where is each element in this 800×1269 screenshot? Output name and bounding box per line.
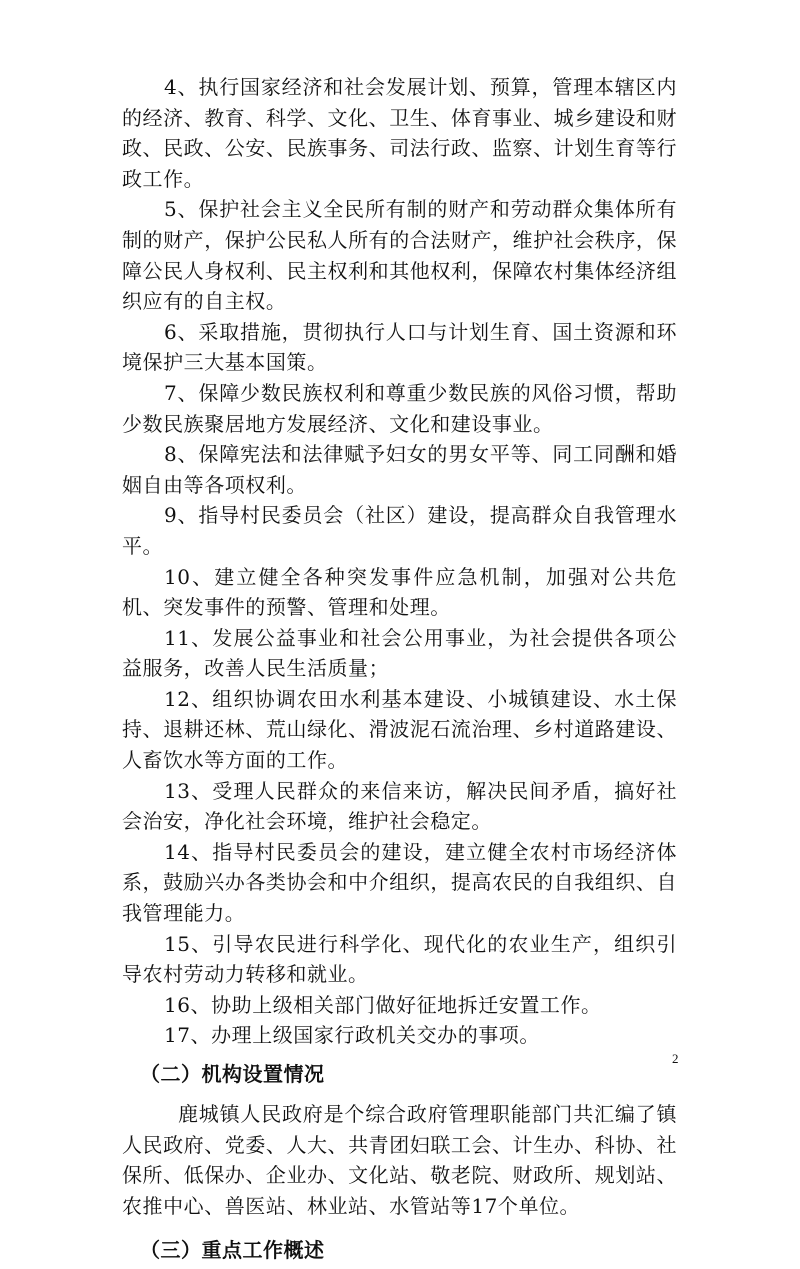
duty-item-16: 16、协助上级相关部门做好征地拆迁安置工作。 (164, 992, 602, 1017)
section-heading-key-work: （三）重点工作概述 (140, 1238, 325, 1263)
duty-item-14: 14、指导村民委员会的建设，建立健全农村市场经济体系，鼓励兴办各类协会和中介组织，提高农民的自我组织、自我管理能力。 (122, 839, 677, 926)
section-heading-organization: （二）机构设置情况 (140, 1062, 325, 1086)
duty-item-6: 6、采取措施，贯彻执行人口与计划生育、国土资源和环境保护三大基本国策。 (122, 319, 677, 375)
page-content (122, 72, 677, 1269)
duty-item-15: 15、引导农民进行科学化、现代化的农业生产，组织引导农村劳动力转移和就业。 (122, 931, 677, 987)
duty-item-9: 9、指导村民委员会（社区）建设，提高群众自我管理水平。 (122, 503, 677, 558)
duty-item-4: 4、执行国家经济和社会发展计划、预算，管理本辖区内的经济、教育、科学、文化、卫生、体育事业、城乡建设和财政、民政、公安、民族事务、司法行政、监察、计划生育等行政工作。 (122, 75, 677, 191)
duty-item-11: 11、发展公益事业和社会公用事业，为社会提供各项公益服务，改善人民生活质量； (122, 625, 677, 681)
duty-item-10: 10、建立健全各种突发事件应急机制，加强对公共危机、突发事件的预警、管理和处理。 (122, 564, 677, 620)
organization-paragraph: 鹿城镇人民政府是个综合政府管理职能部门共汇编了镇人民政府、党委、人大、共青团妇联工会、计生办、科协、社保所、低保办、企业办、文化站、敬老院、财政所、规划站、农推中心、兽医站、林业站、水管站等17个单位。 (122, 1102, 677, 1218)
duty-item-8: 8、保障宪法和法律赋予妇女的男女平等、同工同酬和婚姻自由等各项权利。 (122, 442, 677, 497)
duty-item-17: 17、办理上级国家行政机关交办的事项。 (164, 1023, 540, 1048)
duty-item-12: 12、组织协调农田水利基本建设、小城镇建设、水土保持、退耕还林、荒山绿化、滑波泥石流治理、乡村道路建设、人畜饮水等方面的工作。 (122, 686, 677, 773)
duty-item-7: 7、保障少数民族权利和尊重少数民族的风俗习惯，帮助少数民族聚居地方发展经济、文化和建设事业。 (122, 380, 677, 436)
duty-item-5: 5、保护社会主义全民所有制的财产和劳动群众集体所有制的财产，保护公民私人所有的合法财产，维护社会秩序，保障公民人身权利、民主权利和其他权利，保障农村集体经济组织应有的自主权。 (122, 197, 677, 314)
page-number: 2 (672, 1051, 679, 1066)
duty-item-13: 13、受理人民群众的来信来访，解决民间矛盾，搞好社会治安，净化社会环境，维护社会稳定。 (122, 778, 677, 834)
